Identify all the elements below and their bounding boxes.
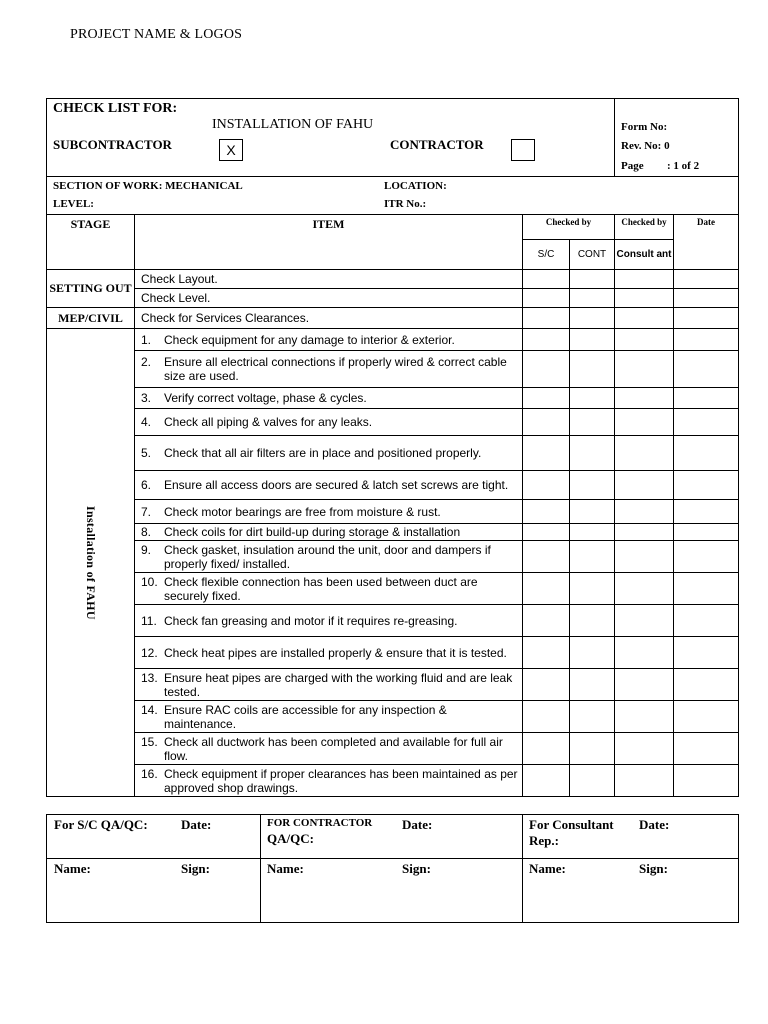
item-number: 8. [141,525,152,539]
check-consultant[interactable] [615,605,674,637]
check-cont[interactable] [570,669,615,701]
item-text: Ensure RAC coils are accessible for any inspection & maintenance. [164,702,447,731]
item-text: Check equipment if proper clearances has been maintained as per approved shop drawings. [164,766,518,795]
check-consultant[interactable] [615,270,674,289]
cont-header: CONT [570,240,615,270]
check-cont[interactable] [570,270,615,289]
check-cont[interactable] [570,351,615,388]
check-date[interactable] [674,329,739,351]
check-consultant[interactable] [615,765,674,797]
item-number: 14. [141,702,158,717]
check-cont[interactable] [570,329,615,351]
check-date[interactable] [674,388,739,409]
list-item [135,605,523,637]
consultant-for-label: For Consultant [529,817,614,832]
check-date[interactable] [674,500,739,524]
list-item [135,765,523,797]
check-consultant[interactable] [615,500,674,524]
sc-name-label: Name: [54,861,91,876]
check-sc[interactable] [523,388,570,409]
check-sc[interactable] [523,500,570,524]
item-text: Check fan greasing and motor if it requires re-greasing. [164,613,458,628]
item-number: 3. [141,391,152,405]
check-consultant[interactable] [615,637,674,669]
sc-sign-cell[interactable] [47,859,261,923]
item-number: 16. [141,766,158,781]
level-label: LEVEL: [53,198,94,210]
list-item [135,669,523,701]
check-consultant[interactable] [615,471,674,500]
item-text: Check coils for dirt build-up during storage & installation [164,525,461,539]
contractor-label: CONTRACTOR [390,137,484,152]
check-sc[interactable] [523,308,570,329]
checked-by-consultant-header: Checked by [615,215,674,240]
section-info-cell [47,177,739,215]
item-text: Ensure all access doors are secured & latch set screws are tight. [164,478,509,492]
check-consultant[interactable] [615,289,674,308]
check-consultant[interactable] [615,351,674,388]
list-item [135,637,523,669]
contractor-for-label: FOR CONTRACTOR [267,817,373,829]
check-date[interactable] [674,669,739,701]
checklist-for-label: CHECK LIST FOR: [53,101,178,116]
check-cont[interactable] [570,436,615,471]
list-item [135,388,523,409]
check-consultant[interactable] [615,573,674,605]
check-date[interactable] [674,289,739,308]
project-header: PROJECT NAME & LOGOS [70,27,243,42]
item-text: Ensure all electrical connections if properly wired & correct cable size are used. [164,355,507,383]
stage-header: STAGE [47,215,135,270]
check-cont[interactable] [570,524,615,541]
contractor-sign-label: Sign: [402,861,431,876]
check-cont[interactable] [570,701,615,733]
subcontractor-label: SUBCONTRACTOR [53,137,172,152]
check-consultant[interactable] [615,701,674,733]
stage-setting-out: SETTING OUT [47,270,135,308]
sc-date-label: Date: [181,817,212,832]
check-date[interactable] [674,605,739,637]
list-item: Check Level. [135,289,523,308]
check-sc[interactable] [523,637,570,669]
consultant-date-label: Date: [639,817,670,832]
item-text: Check all ductwork has been completed and available for full air flow. [164,734,503,763]
list-item: Check Layout. [135,270,523,289]
check-consultant[interactable] [615,308,674,329]
check-consultant[interactable] [615,669,674,701]
check-date[interactable] [674,765,739,797]
item-text: Check equipment for any damage to interior & exterior. [164,332,455,347]
list-item [135,733,523,765]
check-date[interactable] [674,733,739,765]
stage-installation-label: Installation of FAHU [84,505,98,620]
page-number: : 1 of 2 [667,160,700,172]
check-sc[interactable] [523,436,570,471]
item-text: Ensure heat pipes are charged with the working fluid and are leak tested. [164,670,513,699]
check-sc[interactable] [523,409,570,436]
item-text: Check motor bearings are free from moisture & rust. [164,504,441,519]
item-text: Check that all air filters are in place and positioned properly. [164,446,482,460]
check-cont[interactable] [570,500,615,524]
check-cont[interactable] [570,605,615,637]
check-consultant[interactable] [615,388,674,409]
check-sc[interactable] [523,541,570,573]
checklist-title: INSTALLATION OF FAHU [212,117,374,132]
item-text: Check gasket, insulation around the unit, door and dampers if properly fixed/ installed. [164,542,491,571]
item-number: 9. [141,542,152,557]
check-date[interactable] [674,637,739,669]
item-number: 2. [141,355,152,369]
check-sc[interactable] [523,701,570,733]
contractor-sign-cell[interactable] [261,859,523,923]
consultant-sign-label: Sign: [639,861,668,876]
item-number: 12. [141,645,158,660]
contractor-qaqc-cell [261,815,523,859]
list-item [135,329,523,351]
consultant-sign-cell[interactable] [523,859,739,923]
location-label: LOCATION: [384,180,447,192]
item-text: Check all piping & valves for any leaks. [164,415,373,429]
checklist-title-cell [47,99,615,177]
sc-qaqc-label: For S/C QA/QC: [54,817,148,832]
consultant-cell [523,815,739,859]
check-cont[interactable] [570,541,615,573]
check-date[interactable] [674,308,739,329]
check-consultant[interactable] [615,524,674,541]
item-text: Check flexible connection has been used between duct are securely fixed. [164,574,478,603]
item-number: 11. [141,613,157,628]
item-number: 10. [141,574,158,589]
item-number: 6. [141,478,152,492]
list-item [135,500,523,524]
consultant-name-label: Name: [529,861,566,876]
contractor-date-label: Date: [402,817,433,832]
check-consultant[interactable] [615,409,674,436]
consultant-rep-label: Rep.: [529,833,559,848]
checklist-table [46,98,739,797]
check-sc[interactable] [523,329,570,351]
check-cont[interactable] [570,733,615,765]
item-text: Verify correct voltage, phase & cycles. [164,391,367,405]
contractor-qaqc-label: QA/QC: [267,831,314,846]
list-item [135,541,523,573]
check-cont[interactable] [570,308,615,329]
list-item: Check for Services Clearances. [135,308,523,329]
check-date[interactable] [674,701,739,733]
check-cont[interactable] [570,637,615,669]
rev-no: Rev. No: 0 [621,140,670,152]
list-item [135,351,523,388]
sc-header: S/C [523,240,570,270]
check-sc[interactable] [523,471,570,500]
stage-installation [47,329,135,797]
item-header: ITEM [135,215,523,270]
list-item [135,524,523,541]
stage-mep-civil: MEP/CIVIL [47,308,135,329]
subcontractor-checkbox[interactable]: X [219,139,243,161]
check-cont[interactable] [570,471,615,500]
check-consultant[interactable] [615,541,674,573]
check-date[interactable] [674,270,739,289]
check-date[interactable] [674,351,739,388]
form-no: Form No: [621,121,668,133]
date-header: Date [674,215,739,270]
check-date[interactable] [674,436,739,471]
check-date[interactable] [674,524,739,541]
check-consultant[interactable] [615,436,674,471]
contractor-checkbox[interactable] [511,139,535,161]
check-sc[interactable] [523,524,570,541]
item-number: 13. [141,670,158,685]
item-text: Check heat pipes are installed properly & ensure that it is tested. [164,645,507,660]
check-consultant[interactable] [615,329,674,351]
list-item [135,471,523,500]
item-number: 4. [141,415,152,429]
contractor-name-label: Name: [267,861,304,876]
list-item [135,409,523,436]
list-item [135,436,523,471]
check-date[interactable] [674,541,739,573]
itr-no-label: ITR No.: [384,198,427,210]
check-date[interactable] [674,471,739,500]
check-consultant[interactable] [615,733,674,765]
item-number: 15. [141,734,158,749]
check-sc[interactable] [523,605,570,637]
check-date[interactable] [674,409,739,436]
check-cont[interactable] [570,573,615,605]
check-sc[interactable] [523,351,570,388]
list-item [135,573,523,605]
page-label: Page [621,160,644,172]
check-sc[interactable] [523,765,570,797]
consultant-header: Consult ant [615,240,674,270]
form-info-cell [615,99,739,177]
item-number: 1. [141,332,152,347]
check-sc[interactable] [523,573,570,605]
check-cont[interactable] [570,289,615,308]
signoff-table [46,814,739,923]
sc-qaqc-cell [47,815,261,859]
list-item [135,701,523,733]
check-sc[interactable] [523,289,570,308]
sc-sign-label: Sign: [181,861,210,876]
item-number: 7. [141,504,152,519]
check-date[interactable] [674,573,739,605]
check-cont[interactable] [570,388,615,409]
section-of-work: SECTION OF WORK: MECHANICAL [53,180,243,192]
check-sc[interactable] [523,733,570,765]
item-number: 5. [141,446,152,460]
check-cont[interactable] [570,409,615,436]
check-sc[interactable] [523,270,570,289]
check-cont[interactable] [570,765,615,797]
check-sc[interactable] [523,669,570,701]
checked-by-header: Checked by [523,215,615,240]
